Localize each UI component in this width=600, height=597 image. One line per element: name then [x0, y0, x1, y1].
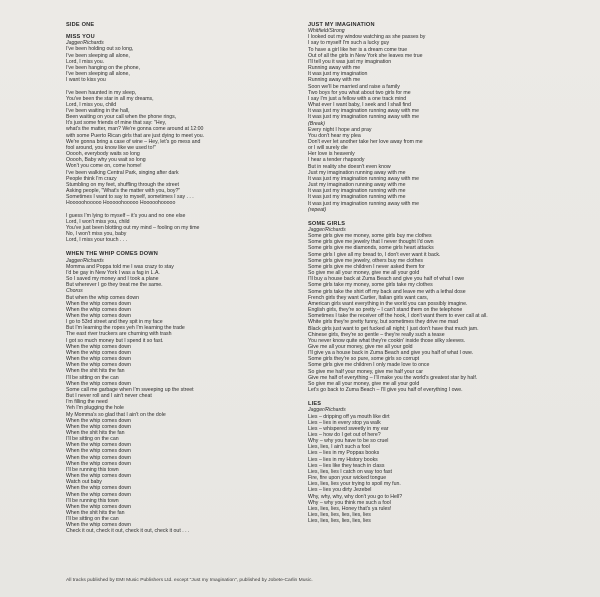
lyric-line: It was just my imagination running away with me [308, 108, 420, 115]
lyric-line: When the shit hits the fan [66, 510, 125, 516]
lyric-line: When the whip comes down [66, 473, 131, 480]
lyric-line: Lies, lies, lies, Honey that's ya rules! [308, 505, 392, 512]
lyric-line: Running away with me [308, 77, 361, 84]
lyric-line: Some girls give me jewelry, others buy me clothes [308, 257, 423, 264]
lyric-line: Momma and Poppa told me I was crazy to stay [66, 263, 174, 270]
song-title: SOME GIRLS [308, 220, 346, 227]
lyric-line: What ever I want baby, I seek and I shall find [308, 102, 411, 109]
song-credit: Jagger/Richards [308, 407, 346, 414]
lyric-line: But I never roll and I ain't never cheat [66, 393, 152, 400]
lyric-line: You've been the star in all my dreams, [66, 95, 154, 102]
lyric-line: Why – why you think me such a fool [308, 499, 391, 506]
lyric-line: Hooooohooooo Hooooohooooo Hooooohooooo [66, 200, 176, 207]
song-title: WHEN THE WHIP COMES DOWN [66, 251, 159, 258]
lyric-line: Her love is heavenly [308, 151, 355, 158]
lyric-line: When the whip comes down [66, 417, 131, 424]
lyric-line: Let's go back to Zuma Beach – I'll give you half of everything I owe. [308, 387, 463, 394]
lyric-line: Give me half of everything – I'll make you the world's greatest star by half. [308, 374, 478, 381]
lyric-line: I've been hanging on the phone, [66, 64, 140, 71]
lyric-line: Lies – whispered sweetly in my ear [308, 425, 389, 432]
lyric-line: Lies, lies, I ain't such a fool [308, 444, 370, 451]
lyric-line: When the whip comes down [66, 313, 131, 319]
lyric-line: what's the matter, man? We're gonna come around at 12:00 [66, 126, 204, 133]
publishing-footer: All tracks published by EMI Music Publishers Ltd. except "Just my Imagination", published by Jobete-Carlin Music. [66, 578, 313, 583]
lyric-line: Asking people, "What's the matter with you, boy?" [66, 188, 181, 195]
lyric-line: When the whip comes down [66, 380, 131, 387]
lyric-line: You don't hear my plea [308, 132, 361, 139]
lyric-line: My Momma's so glad that I ain't on the dole [66, 411, 166, 418]
lyric-line: I'll be sitting on the can [66, 374, 119, 381]
song-just-my-imagination [308, 22, 578, 213]
lyric-line: with some Puerto Rican girls that are just dying to meet you. [66, 132, 205, 139]
lyric-line: Lies – lies in my Poppas books [308, 450, 380, 457]
lyric-line: I say I'm just a fellow with a one track mind [308, 95, 407, 102]
song-credit: Jagger/Richards [66, 40, 104, 47]
lyric-line: Won't you come on, come home! [66, 163, 142, 170]
lyric-line: Ooooh, everybody waits so long [66, 151, 140, 158]
lyric-line: fool around, you know like we used to!" [66, 144, 156, 151]
lyric-line: Some call me garbage when I'm sweeping up the street [66, 386, 194, 393]
lyric-line: Give me all your money, give me all your gold [308, 343, 413, 350]
lyric-line: Some girls I give all my bread to, I don't ever want it back. [308, 251, 441, 258]
lyric-line: or I will surely die [308, 145, 348, 152]
lyric-line: You've just been blotting out my mind – fooling on my time [66, 224, 200, 231]
right-column [308, 22, 578, 532]
lyric-line: Check it out, check it out, check it out, check it out . . . [66, 528, 190, 535]
lyric-line: When the whip comes down [66, 442, 131, 449]
lyric-line: When the whip comes down [66, 356, 131, 363]
lyric-line: Lies, lies, lies your trying to spoil my fun. [308, 481, 401, 488]
lyric-line: Lies – lies in every stop ya walk [308, 419, 381, 426]
lyric-line: When the whip comes down [66, 454, 131, 461]
lyric-line: White girls they're pretty funny, but sometimes they drive me mad [308, 319, 458, 326]
lyric-line: I looked out my window watching as she passes by [308, 34, 426, 41]
lyric-line: Lies – lies like they teach in class [308, 462, 385, 469]
lyric-line: I've been waiting in the hall, [66, 108, 130, 115]
lyric-line: I'll be sitting on the can [66, 516, 119, 523]
lyric-line: Ooooh, Baby why you wait so long [66, 157, 146, 164]
lyric-line: Running away with me [308, 65, 361, 72]
lyric-line: No, I won't miss you, baby [66, 231, 127, 238]
lyric-line: Stumbling on my feet, shuffling through the street [66, 181, 179, 188]
lyric-line: Some girls take my money, some girls take my clothes [308, 282, 433, 289]
lyric-line: It was just my imagination [308, 71, 368, 78]
lyric-line: It was just my imagination running away with me [308, 175, 420, 182]
lyric-line: We're gonna bring a case of wine – Hey, let's go mess and [66, 138, 201, 145]
lyric-line: Lies, lies, lies, lies, lies, lies [308, 518, 371, 525]
lyric-line: Chorus [66, 288, 83, 295]
lyric-line: Watch out baby [66, 479, 102, 486]
lyric-line: It was just my imagination running away with me [308, 114, 420, 121]
lyric-line: I want to kiss you [66, 77, 106, 84]
song-credit: Jagger/Richards [308, 227, 346, 233]
song-title: JUST MY IMAGINATION [308, 22, 375, 28]
lyric-line: Some girls give me jewelry that I never thought I'd own [308, 239, 434, 246]
lyric-line: Lies – lies in my History books [308, 456, 378, 463]
lyric-line: I say to myself I'm such a lucky guy [308, 40, 390, 47]
lyric-line: Lies – how do I get out of here? [308, 432, 381, 438]
song-credit: Whitfield/Strong [308, 28, 345, 35]
lyric-line: Some girls give me children I only made love to once [308, 362, 430, 369]
lyric-line: It was just my imagination running with me [308, 188, 406, 195]
lyric-line: I'd be gay in New York I was a fag in L.A. [66, 269, 160, 276]
lyric-line: Some girls give me children I never asked them for [308, 263, 425, 270]
lyric-line: I've been haunted in my sleep, [66, 89, 137, 96]
lyric-line: So give me all your money, give me all your gold [308, 270, 420, 277]
lyric-line: Some girls give me money, some girls buy me clothes [308, 233, 432, 240]
lyric-line: Soon we'll be married and raise a family [308, 83, 400, 90]
lyric-line: When the whip comes down [66, 522, 131, 529]
lyric-line: American girls want everything in the world you can possibly imagine. [308, 300, 468, 307]
lyric-line: Lies, lies, lies, lies, lies, lies [308, 512, 371, 519]
lyric-line: I've been sleeping all alone, [66, 52, 130, 59]
lyric-line: I'll be running this town [66, 497, 119, 504]
lyric-line: When the whip comes down [66, 460, 131, 467]
song-lies [308, 401, 578, 524]
lyric-line: Fire, fire upon your wicked tongue [308, 475, 387, 482]
lyric-line: Why, why, why, why don't you go to Hell? [308, 493, 403, 500]
left-column [66, 22, 296, 543]
lyric-line: You never know quite what they're cookin' inside those silky sleeves. [308, 337, 466, 344]
lyric-line: So I saved my money and I took a plane [66, 276, 159, 283]
lyric-line: French girls they want Cartier, Italian girls want cars, [308, 294, 429, 301]
lyric-line: Why – why you have to be so cruel [308, 438, 389, 445]
lyric-line: Black girls just want to get fucked all night; I just don't have that much jam. [308, 325, 479, 332]
lyric-line: Lord, I miss your touch . . . [66, 237, 128, 244]
lyric-line: When the whip comes down [66, 503, 131, 510]
lyric-line: Yeh I'm plugging the hole [66, 405, 124, 412]
lyric-line: I'm filling the need [66, 399, 108, 406]
lyric-line: Two boys for you what about two girls for me [308, 89, 411, 96]
lyric-line: It was just my imagination running with me [308, 194, 406, 201]
lyric-line: Every night I hope and pray [308, 126, 372, 133]
right-songs [308, 22, 578, 524]
lyric-line: But in reality she doesn't even know [308, 163, 391, 170]
lyric-line: I got so much money but I spend it so fast. [66, 337, 164, 344]
lyric-line: Lord, I won't miss you, child [66, 218, 130, 225]
lyric-line: So give me all your money, give me all your gold [308, 380, 420, 387]
left-songs [66, 34, 296, 534]
lyric-line: But when the whip comes down [66, 294, 139, 301]
lyric-line: When the whip comes down [66, 362, 131, 369]
lyric-line: I'll give ya a house back in Zuma Beach and give you half of what I owe. [308, 350, 474, 357]
lyric-line: Some girls they're so pure, some girls so corrupt [308, 356, 420, 363]
lyric-line: (repeat) [308, 206, 327, 213]
song-title: LIES [308, 401, 322, 408]
lyric-line: When the whip comes down [66, 423, 131, 430]
lyric-line: I've been walking Central Park, singing after dark [66, 169, 179, 176]
lyric-line: English girls, they're so pretty – I can't stand them on the telephone [308, 307, 463, 314]
lyric-line: I guess I'm lying to myself – it's you and no one else [66, 212, 186, 219]
lyric-line: Sometimes I take the receiver off the hook, I don't want them to ever call at all. [308, 313, 488, 320]
song-when-the-whip-comes-down [66, 251, 296, 534]
lyric-line: The east river truckers are churning with trash [66, 331, 172, 338]
song-credit: Jagger/Richards [66, 257, 104, 264]
lyric-line: When the whip comes down [66, 485, 131, 492]
lyric-line: I'll be sitting on the can [66, 436, 119, 443]
lyric-line: Lies, lies, lies I catch on way too fast [308, 468, 392, 475]
lyric-line: Some girls give me diamonds, some girls heart attacks [308, 245, 434, 252]
lyric-line: Chinese girls, they're so gentle – they're really such a tease [308, 331, 445, 338]
song-title: MISS YOU [66, 34, 95, 41]
lyric-line: Just my imagination running away with me [308, 182, 406, 189]
lyric-line: (Break) [308, 120, 326, 127]
lyric-line: I've been sleeping all alone, [66, 71, 130, 78]
lyric-line: Lies – dripping off ya mouth like dirt [308, 413, 390, 420]
lyric-line: To have a girl like her is a dream come true [308, 46, 408, 53]
lyric-line: I'll tell you it was just my imagination [308, 58, 392, 65]
lyric-line: When the whip comes down [66, 349, 131, 356]
lyric-line: When the shit hits the fan [66, 429, 125, 436]
lyric-line: It's just some friends of mine that say: "Hey, [66, 120, 167, 127]
lyric-line: When the whip comes down [66, 343, 131, 350]
lyric-line: I'll be running this town [66, 466, 119, 473]
lyric-line: But wherever I go they treat me the same. [66, 282, 163, 289]
lyric-line: I go to 53rd street and they spit in my face [66, 319, 163, 326]
lyric-line: Some girls take the shirt off my back and leave me with a lethal dose [308, 288, 466, 295]
lyric-line: When the whip comes down [66, 448, 131, 455]
lyric-line: I've been holding out so long, [66, 46, 134, 53]
lyric-line: But I'm learning the ropes yeh I'm learning the trade [66, 325, 185, 332]
lyric-line: I'll buy a house back at Zuma Beach and give you half of what I owe [308, 276, 465, 283]
lyric-line: Just my imagination running away with me [308, 169, 406, 176]
side-heading: SIDE ONE [66, 22, 95, 28]
lyric-line: When the shit hits the fan [66, 368, 125, 375]
song-some-girls [308, 221, 578, 393]
lyric-line: When the whip comes down [66, 491, 131, 498]
lyric-line: When the whip comes down [66, 306, 131, 313]
lyric-line: Don't ever let another take her love away from me [308, 138, 423, 145]
lyric-line: Lord, I miss you, child [66, 101, 117, 108]
lyric-line: I hear a tender rhapsody [308, 157, 365, 164]
lyric-line: When the whip comes down [66, 300, 131, 307]
lyric-line: Lord, I miss you. [66, 58, 105, 65]
lyric-line: It was just my imagination running away with me [308, 200, 420, 207]
lyric-line: Sometimes I want to say to myself, sometimes I say . . . [66, 194, 194, 201]
song-miss-you [66, 34, 296, 243]
lyric-line: Out of all the girls in New York she leaves me true [308, 52, 423, 59]
lyric-line: People think I'm crazy [66, 175, 117, 182]
lyric-line: Been waiting on your call when the phone rings, [66, 114, 177, 121]
lyric-line: Lies – lies you dirty Jezebel [308, 487, 372, 494]
lyric-line: So give me half your money, give me half your car [308, 368, 423, 375]
